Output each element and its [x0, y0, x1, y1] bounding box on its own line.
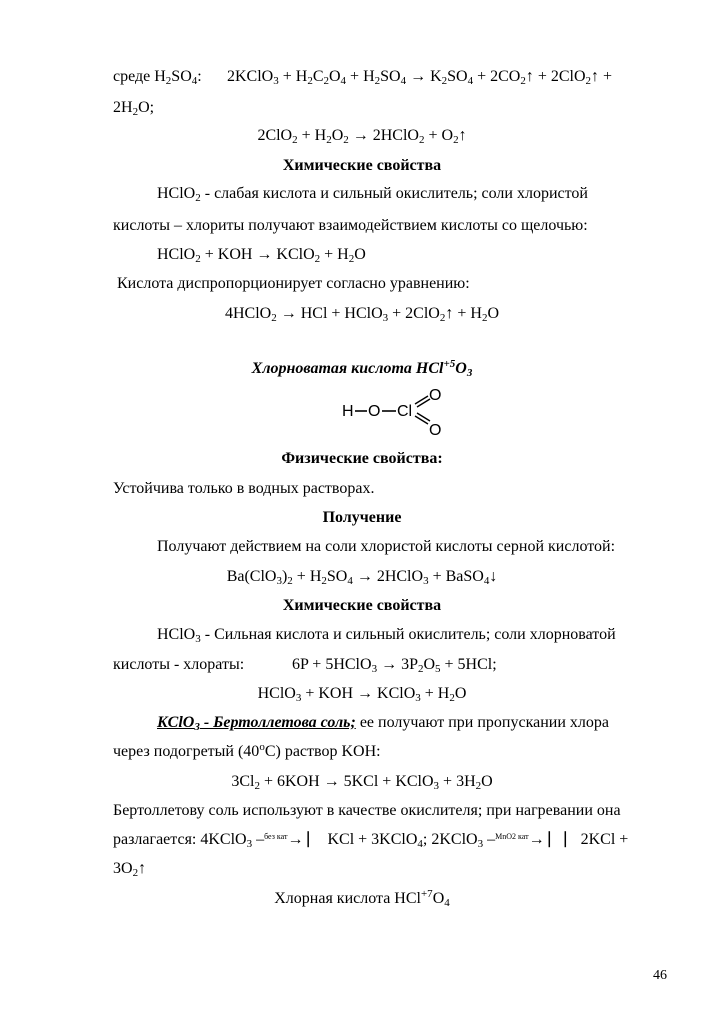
- heading-physical-properties: Физические свойства:: [281, 450, 443, 467]
- equation-line-1-reaction: 2KClO$_3$ + $H_2C_2O_4 + H_2SO_4 \to K_2SO_4$ + $2CO_2↑$ + 2ClO$_2$↑ +: [227, 68, 613, 87]
- paragraph-decomposition: разлагается: 4KClO$_3$ –$^{без кат}$→ ⎸ KCl + 3KClO$_4$; 2KClO$_3$ –$^{MnO2 кат}$→ ⎸⎸2KCl +: [113, 831, 629, 850]
- atom-o-lower: O: [429, 422, 442, 439]
- equation-hclo3-koh: HClO$_3$ + KOH → KClO$_3$ + $H_2O$: [257, 685, 467, 704]
- paragraph-oxidizer-use: Бертоллетову соль используют в качестве окислителя; при нагревании она: [113, 802, 621, 819]
- paragraph-obtaining: Получают действием на соли хлористой кислоты серной кислотой:: [157, 538, 616, 555]
- paragraph-heated-koh: через подогретый (40$^o$С) раствор KOH:: [113, 741, 381, 760]
- atom-cl: Cl: [397, 403, 413, 420]
- paragraph-hclo2-line-1: HClO$_2$ - слабая кислота и сильный окислитель; соли хлористой: [157, 185, 588, 204]
- equation-chlorine-koh: $3Cl_2 + 6KOH \to 5KCl$ + KClO$_3$ + $3H_2O$: [231, 773, 493, 792]
- atom-h: H: [342, 403, 354, 420]
- paragraph-berthollet-salt: KClO$_3$ - Бертоллетова соль; ее получают при пропускании хлора: [157, 714, 609, 733]
- atom-o: O: [368, 403, 381, 420]
- equation-disproportionation: 4HClO$_2$ → HCl + HClO$_3$ + 2ClO$_2$↑ + $H_2O$: [225, 305, 499, 324]
- atom-o-upper: O: [429, 387, 442, 404]
- equation-line-3: $2ClO_2 + H_2O_2$ → 2HClO$_2$ + $O_2↑$: [257, 127, 467, 146]
- paragraph-hclo2-line-2: кислоты – хлориты получают взаимодействием кислоты со щелочью:: [113, 217, 588, 234]
- equation-line-2: $2H_2O$;: [113, 99, 155, 118]
- chloric-acid-structure-diagram: [336, 384, 456, 444]
- paragraph-disproportionation: Кислота диспропорционирует согласно уравнению:: [117, 275, 470, 292]
- bond-cl-o-lower-1: [415, 416, 428, 424]
- equation-phosphorus: 6P + 5HClO$_3$ → $3P_2O_5 + 5HCl$;: [292, 656, 497, 675]
- bond-cl-o-upper-1: [415, 396, 428, 404]
- bond-cl-o-lower-2: [417, 413, 430, 421]
- equation-line-1: среде $H_2SO_4$:: [113, 68, 202, 87]
- heading-chloric-acid: Хлорноватая кислота $HCl^{+5}O_3$: [251, 358, 473, 379]
- heading-chemical-properties-1: Химические свойства: [282, 157, 442, 174]
- paragraph-hclo3-line-2: кислоты - хлораты:: [113, 656, 245, 673]
- berthollet-salt-term: KClO$_3$ - Бертоллетова соль;: [157, 714, 356, 733]
- heading-perchloric-acid: Хлорная кислота $HCl^{+7}O_4$: [274, 888, 450, 909]
- equation-hclo2-koh: HClO$_2$ + KOH → KClO$_2$ + $H_2O$: [157, 246, 366, 265]
- paragraph-hclo3-line-1: HClO$_3$ - Сильная кислота и сильный окислитель; соли хлорноватой: [157, 626, 616, 645]
- equation-continuation: $3O_2↑$: [113, 860, 147, 879]
- heading-obtaining: Получение: [322, 509, 402, 526]
- equation-barium-chlorate: $Ba(ClO_3)_2 + H_2SO_4$ → 2HClO$_3$ + BaSO$_4$↓: [226, 568, 498, 587]
- heading-chemical-properties-2: Химические свойства: [282, 597, 442, 614]
- paragraph-stability: Устойчива только в водных растворах.: [113, 480, 375, 497]
- page-number: 46: [653, 968, 667, 983]
